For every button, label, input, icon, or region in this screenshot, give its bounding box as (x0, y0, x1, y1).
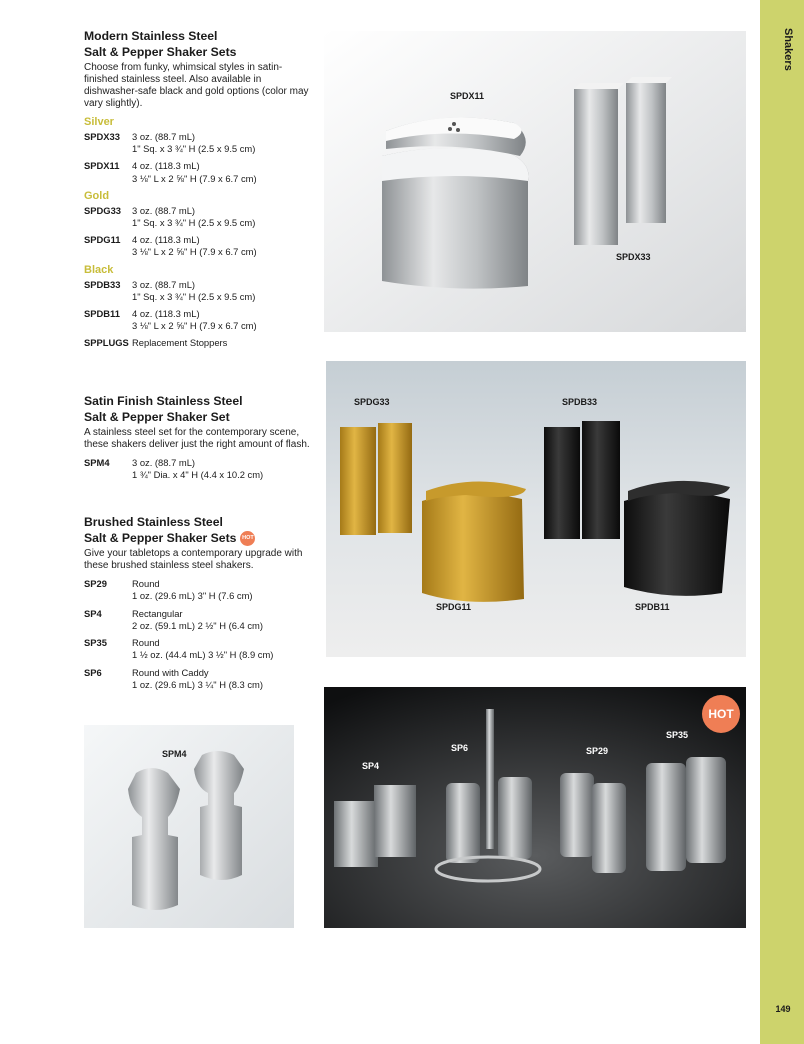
product-code: SP4 (84, 607, 102, 619)
section-description: Give your tabletops a contemporary upgrade with these brushed stainless steel shakers. (84, 548, 303, 572)
photo-label: SPDG33 (354, 397, 390, 407)
product-spec: Round (132, 578, 160, 590)
photo-silver-modern-set (324, 31, 746, 332)
product-code: SPDX33 (84, 131, 120, 142)
product-spec: 1 oz. (29.6 mL) 3" H (7.6 cm) (132, 590, 253, 602)
photo-label: SPDX11 (450, 91, 485, 101)
group-heading-gold: Gold (84, 189, 110, 202)
product-code: SPDB33 (84, 278, 121, 290)
product-spec: 3 oz. (88.7 mL) (132, 131, 196, 142)
product-code: SPPLUGS (84, 337, 129, 349)
product-spec: Rectangular (132, 607, 183, 619)
product-spec: 3 oz. (88.7 mL) (132, 457, 196, 468)
product-spec: 4 oz. (118.3 mL) (132, 234, 200, 246)
group-heading-black: Black (84, 263, 114, 276)
photo-label: SPM4 (162, 749, 187, 759)
product-row (84, 279, 314, 303)
section-modern-stainless (84, 28, 314, 355)
product-spec: 1 ½ oz. (44.4 mL) 3 ½" H (8.9 cm) (132, 649, 274, 661)
photo-label: SPDG11 (436, 602, 472, 612)
group-heading-silver: Silver (84, 116, 114, 128)
section-title-text: Salt & Pepper Shaker Sets (84, 531, 237, 545)
product-spec: 3 oz. (88.7 mL) (132, 204, 196, 216)
product-spec: 4 oz. (118.3 mL) (132, 308, 200, 320)
product-spec: 1" Sq. x 3 ¾" H (2.5 x 9.5 cm) (132, 143, 256, 155)
product-spec: Round with Caddy (132, 666, 209, 678)
product-row (84, 667, 314, 691)
product-code: SPDG11 (84, 234, 121, 246)
product-code: SP29 (84, 578, 107, 590)
product-row (84, 637, 314, 661)
photo-label: SP4 (362, 761, 380, 771)
product-row (84, 578, 314, 602)
product-row (84, 608, 314, 632)
hot-badge: HOT (702, 695, 740, 733)
section-title (84, 530, 314, 546)
product-code: SPM4 (84, 457, 110, 468)
section-title: Salt & Pepper Shaker Set (84, 410, 230, 424)
product-spec: 3 ⅛" L x 2 ⅝" H (7.9 x 6.7 cm) (132, 172, 257, 184)
page-number: 149 (775, 1004, 791, 1014)
product-spec: 1 oz. (29.6 mL) 3 ¼" H (8.3 cm) (132, 678, 263, 690)
product-photo (324, 31, 746, 332)
product-spec: 3 oz. (88.7 mL) (132, 278, 196, 290)
hot-badge: HOT (240, 531, 255, 546)
photo-brushed-set (324, 687, 746, 928)
section-title: Salt & Pepper Shaker Sets (84, 45, 237, 59)
product-spec: 3 ⅛" L x 2 ⅝" H (7.9 x 6.7 cm) (132, 320, 257, 332)
product-spec: 2 oz. (59.1 mL) 2 ½" H (6.4 cm) (132, 619, 263, 631)
photo-label: SP29 (586, 746, 609, 756)
photo-label: SPDB33 (562, 397, 598, 407)
product-spec: 1" Sq. x 3 ¾" H (2.5 x 9.5 cm) (132, 217, 256, 229)
product-code: SP35 (84, 637, 107, 649)
section-description: A stainless steel set for the contemporary scene, these shakers deliver just the right amount of flash. (84, 427, 310, 450)
photo-label: SP35 (666, 730, 689, 740)
product-code: SP6 (84, 666, 102, 678)
section-title: Modern Stainless Steel (84, 29, 218, 43)
section-satin-finish (84, 393, 314, 486)
product-spec: 4 oz. (118.3 mL) (132, 160, 200, 172)
photo-label: SPDX33 (616, 252, 651, 262)
product-spec: 1" Sq. x 3 ¾" H (2.5 x 9.5 cm) (132, 290, 256, 302)
product-row (84, 160, 314, 184)
product-spec: 1 ¾" Dia. x 4" H (4.4 x 10.2 cm) (132, 469, 264, 481)
photo-spm4 (84, 725, 294, 928)
photo-gold-black-set (326, 361, 746, 657)
product-spec: Round (132, 637, 160, 649)
section-title: Satin Finish Stainless Steel (84, 394, 243, 408)
product-code: SPDG33 (84, 204, 121, 216)
product-row (84, 308, 314, 332)
category-sidebar (760, 0, 804, 1044)
product-row (84, 234, 314, 258)
product-row (84, 131, 314, 155)
product-spec: Replacement Stoppers (132, 337, 228, 349)
product-code: SPDX11 (84, 160, 120, 172)
photo-label: SP6 (451, 743, 469, 753)
category-label: Shakers (782, 28, 794, 71)
product-row (84, 337, 314, 349)
product-spec: 3 ⅛" L x 2 ⅝" H (7.9 x 6.7 cm) (132, 246, 257, 258)
product-photo (324, 687, 746, 928)
section-description: Choose from funky, whimsical styles in satin-finished stainless steel. Also available in dishwasher-safe black and gold options (color may vary slightly). (84, 62, 309, 109)
section-title: Brushed Stainless Steel (84, 515, 223, 529)
photo-label: SPDB11 (635, 602, 670, 612)
section-brushed-stainless (84, 514, 314, 696)
product-code: SPDB11 (84, 308, 120, 320)
product-row (84, 205, 314, 229)
product-row (84, 457, 314, 481)
product-photo (84, 725, 294, 928)
